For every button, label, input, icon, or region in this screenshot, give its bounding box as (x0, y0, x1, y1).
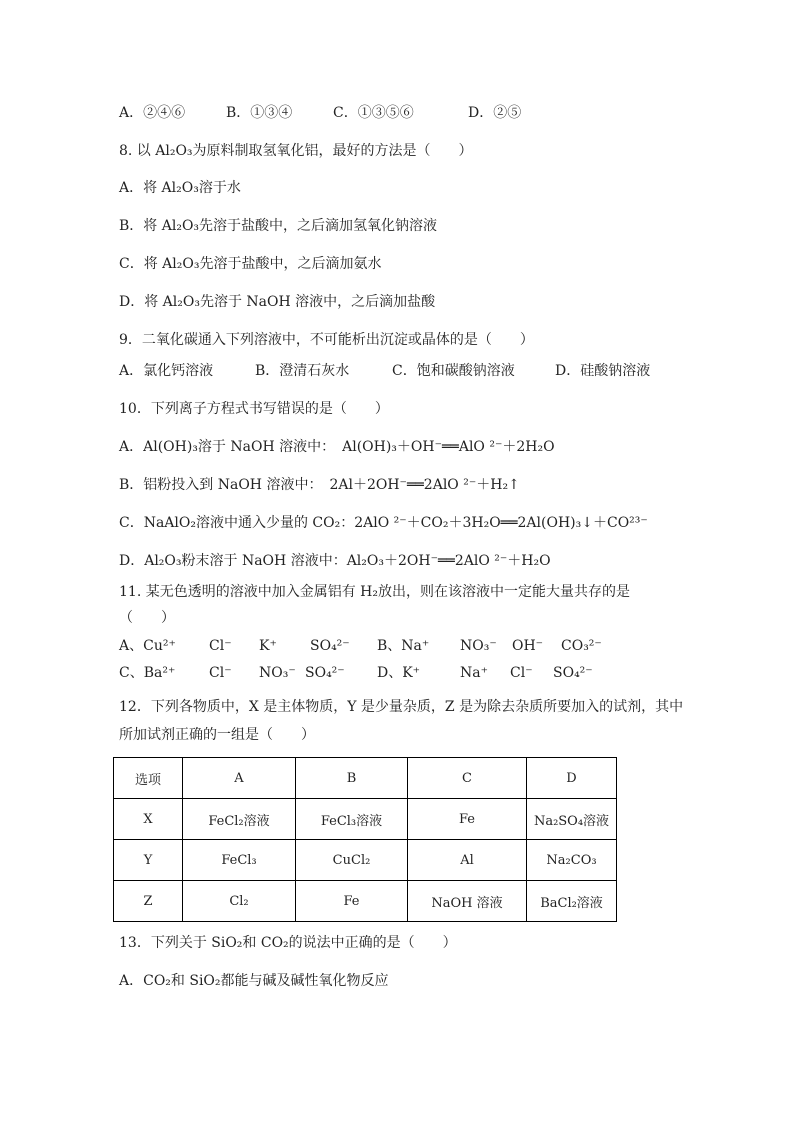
table-cell: Fe (408, 799, 527, 840)
q11-option-a-ion: SO₄²⁻ (310, 638, 350, 654)
table-cell: NaOH 溶液 (408, 881, 527, 922)
q9-options (119, 362, 650, 380)
q11-paren: （ ） (119, 610, 175, 626)
q11-option-b-ion: CO₃²⁻ (561, 638, 602, 654)
table-cell: Z (114, 881, 183, 922)
q12-table (113, 757, 617, 922)
q11-option-a-ion: Cl⁻ (209, 638, 232, 654)
q8-option-a: A．将 Al₂O₃溶于水 (119, 180, 241, 196)
q11-option-c-label: C、Ba²⁺ (119, 665, 176, 681)
q11-option-d-ion: SO₄²⁻ (553, 665, 593, 681)
q11-option-d-ion: Na⁺ (460, 665, 488, 681)
table-cell: Al (408, 840, 527, 881)
q11-option-b-label: B、Na⁺ (377, 638, 430, 654)
table-row (114, 840, 617, 881)
q11-option-c-ion: Cl⁻ (209, 665, 232, 681)
table-cell: Cl₂ (183, 881, 296, 922)
q8-stem: 8. 以 Al₂O₃为原料制取氢氧化铝，最好的方法是（ ） (119, 143, 473, 159)
q9-option-b: B．澄清石灰水 (255, 363, 350, 379)
q11-stem: 11. 某无色透明的溶液中加入金属铝有 H₂放出，则在该溶液中一定能大量共存的是 (119, 584, 630, 600)
q9-option-d: D．硅酸钠溶液 (555, 363, 651, 379)
table-header-cell: A (183, 758, 296, 799)
table-cell: X (114, 799, 183, 840)
q10-option-d: D．Al₂O₃粉末溶于 NaOH 溶液中：Al₂O₃＋2OH⁻══2AlO ²⁻＋H₂O (119, 553, 551, 569)
table-cell: Na₂CO₃ (527, 840, 617, 881)
q10-option-c: C．NaAlO₂溶液中通入少量的 CO₂：2AlO ²⁻＋CO₂＋3H₂O══2Al(OH)₃↓＋CO²³⁻ (119, 515, 648, 531)
table-cell: FeCl₂溶液 (183, 799, 296, 840)
table-cell: CuCl₂ (296, 840, 408, 881)
q11-option-c-ion: NO₃⁻ (259, 665, 296, 681)
q11-option-d-label: D、K⁺ (377, 665, 421, 681)
q9-option-a: A．氯化钙溶液 (119, 363, 214, 379)
table-cell: Na₂SO₄溶液 (527, 799, 617, 840)
table-cell: Fe (296, 881, 408, 922)
table-cell: BaCl₂溶液 (527, 881, 617, 922)
q7-options (119, 104, 521, 122)
table-cell: FeCl₃溶液 (296, 799, 408, 840)
q9-option-c: C．饱和碳酸钠溶液 (392, 363, 515, 379)
q11-option-a-ion: K⁺ (259, 638, 277, 654)
q12-stem-line1: 12．下列各物质中，X 是主体物质，Y 是少量杂质，Z 是为除去杂质所要加入的试剂，其中 (119, 699, 684, 715)
q12-stem-line2: 所加试剂正确的一组是（ ） (119, 727, 315, 743)
table-header-cell: 选项 (114, 758, 183, 799)
table-header-cell: D (527, 758, 617, 799)
table-row (114, 799, 617, 840)
q10-stem: 10．下列离子方程式书写错误的是（ ） (119, 401, 389, 417)
q7-option-b: B．①③④ (226, 105, 293, 121)
q8-option-b: B．将 Al₂O₃先溶于盐酸中，之后滴加氢氧化钠溶液 (119, 218, 438, 234)
q7-option-c: C．①③⑤⑥ (333, 105, 414, 121)
q10-option-b: B．铝粉投入到 NaOH 溶液中： 2Al＋2OH⁻══2AlO ²⁻＋H₂↑ (119, 477, 520, 493)
q11-option-b-ion: NO₃⁻ (460, 638, 497, 654)
q13-stem: 13．下列关于 SiO₂和 CO₂的说法中正确的是（ ） (119, 935, 457, 951)
table-header-cell: C (408, 758, 527, 799)
q11-option-b-ion: OH⁻ (512, 638, 544, 654)
q7-option-d: D．②⑤ (468, 105, 522, 121)
q10-option-a: A．Al(OH)₃溶于 NaOH 溶液中： Al(OH)₃＋OH⁻══AlO ²⁻＋2H₂O (119, 439, 555, 455)
table-header-cell: B (296, 758, 408, 799)
q11-option-a-label: A、Cu²⁺ (119, 638, 176, 654)
table-cell: Y (114, 840, 183, 881)
q8-option-c: C．将 Al₂O₃先溶于盐酸中，之后滴加氨水 (119, 256, 382, 272)
q7-option-a: A．②④⑥ (119, 105, 186, 121)
table-row (114, 881, 617, 922)
q11-option-c-ion: SO₄²⁻ (305, 665, 345, 681)
q9-stem: 9．二氧化碳通入下列溶液中，不可能析出沉淀或晶体的是（ ） (119, 332, 534, 348)
q11-option-d-ion: Cl⁻ (510, 665, 533, 681)
table-header-row (114, 758, 617, 799)
q8-option-d: D．将 Al₂O₃先溶于 NaOH 溶液中，之后滴加盐酸 (119, 294, 436, 310)
q13-option-a: A．CO₂和 SiO₂都能与碱及碱性氧化物反应 (119, 973, 389, 989)
table-cell: FeCl₃ (183, 840, 296, 881)
